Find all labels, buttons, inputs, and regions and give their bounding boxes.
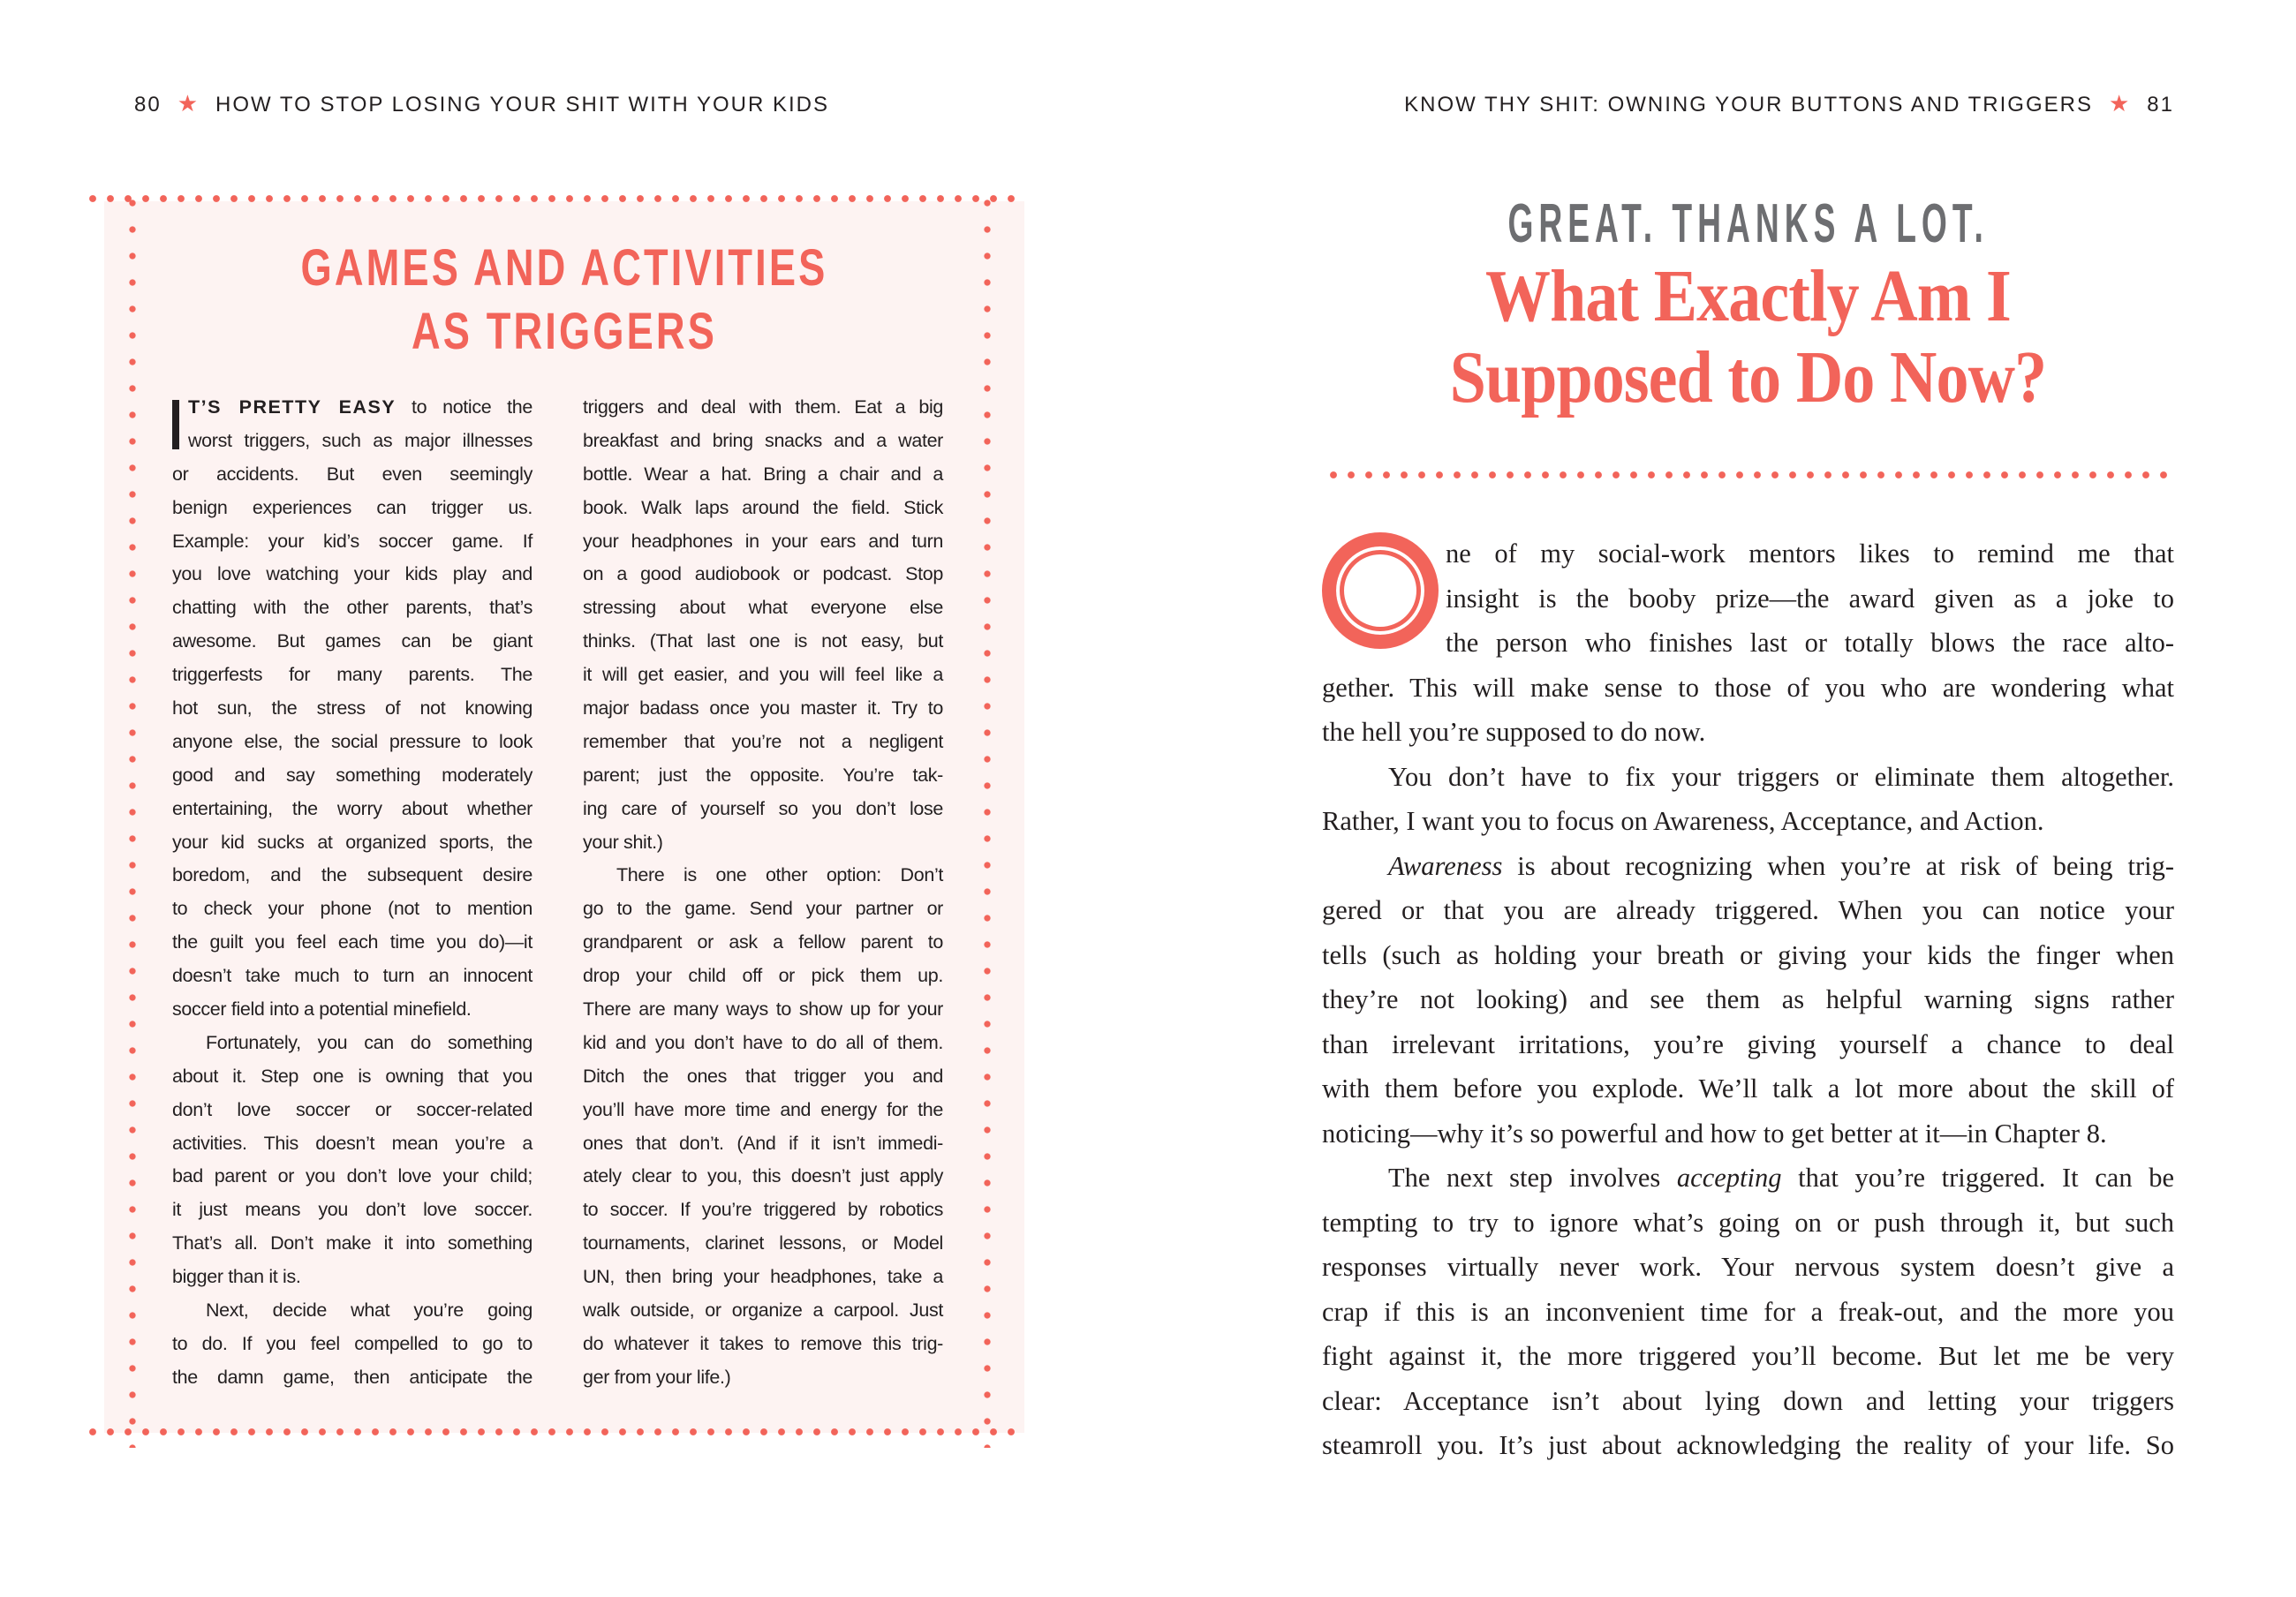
running-head-title-right: KNOW THY SHIT: OWNING YOUR BUTTONS AND TRIGGERS [1404,93,2093,117]
sidebar-title-line: AS TRIGGERS [411,303,718,360]
text-segment: steamroll you. It’s just about acknowledging the reality of your life. So [1322,1430,2174,1460]
text-segment: Rather, I want you to focus on Awareness, Acceptance, and Action. [1322,806,2044,836]
text-line [172,793,532,826]
text-segment: ing care of yourself so you don’t lose [583,797,943,819]
text-segment: doesn’t take much to turn an innocent [172,965,532,987]
text-line [172,1160,532,1194]
sidebar-column-1 [172,391,532,1395]
text-segment: to soccer. If you’re triggered by robotics [583,1199,943,1221]
text-segment: That’s all. Don’t make it into something [172,1232,532,1254]
text-line [172,1261,532,1294]
text-segment: worst triggers, such as major illnesses [188,429,532,451]
text-line [583,960,943,993]
text-segment: the damn game, then anticipate the [172,1366,532,1388]
text-line [583,525,943,559]
text-line [172,591,532,625]
text-segment: is about recognizing when you’re at risk of being trig- [1502,850,2174,881]
text-segment: tells (such as holding your breath or giving your kids the finger when [1322,939,2174,970]
text-segment: fight against it, the more triggered you’ll become. But let me be very [1322,1341,2174,1371]
text-segment: on a good audiobook or podcast. Stop [583,563,943,585]
text-line [583,993,943,1027]
body-text [1322,531,2174,1468]
text-line [172,759,532,793]
text-segment: it will get easier, and you will feel like a [583,664,943,686]
text-line [172,1127,532,1161]
sidebar-column-2 [583,391,943,1395]
text-line [172,1027,532,1060]
sidebar-title-line: GAMES AND ACTIVITIES [300,239,828,297]
text-segment: Next, decide what you’re going [206,1299,532,1322]
text-segment: than irrelevant irritations, you’re giving yourself a chance to deal [1322,1028,2174,1059]
text-segment: about it. Step one is owning that you [172,1065,532,1087]
text-line [1322,1334,2174,1379]
text-line [583,1194,943,1227]
text-segment: ately clear to you, this doesn’t just apply [583,1165,943,1187]
text-segment: major badass once you master it. Try to [583,697,943,719]
text-segment: chatting with the other parents, that’s [172,597,532,619]
text-line [583,558,943,591]
text-segment: tempting to try to ignore what’s going on or push through it, but such [1322,1207,2174,1238]
text-line [1322,710,2174,755]
text-line [1322,1201,2174,1246]
text-line [172,926,532,960]
text-line [583,859,943,893]
text-line [172,993,532,1027]
text-segment: parent; just the opposite. You’re tak- [583,764,943,786]
text-line [583,926,943,960]
running-head-right [1404,90,2174,117]
dotted-border-right [983,190,992,1448]
dotted-border-bottom [84,1428,1024,1436]
text-segment: the person who finishes last or totally blows the race alto- [1446,628,2174,658]
text-line [583,625,943,659]
text-segment: you’ll have more time and energy for the [583,1098,943,1120]
text-line [583,391,943,425]
text-segment: Ditch the ones that trigger you and [583,1065,943,1087]
text-segment: the guilt you feel each time you do)—it [172,931,532,953]
text-line [172,1060,532,1094]
text-segment: ones that don’t. (And if it isn’t immedi- [583,1132,943,1154]
star-icon: ★ [2108,90,2132,117]
chapter-kicker [1322,192,2174,255]
text-segment: to notice the [412,396,532,418]
dotted-divider [1325,471,2168,479]
text-line [1322,977,2174,1022]
text-segment: activities. This doesn’t mean you’re a [172,1132,532,1154]
text-line [1322,1156,2174,1201]
text-line [172,826,532,860]
running-head-left [134,90,829,117]
text-line [583,659,943,692]
text-line [1322,1379,2174,1424]
text-segment: clear: Acceptance isn’t about lying down and letting your triggers [1322,1385,2174,1416]
text-segment: your kid sucks at organized sports, the [172,831,532,853]
text-line [172,525,532,559]
dotted-border-top [84,194,1020,203]
text-segment: insight is the booby prize—the award given as a joke to [1446,583,2174,614]
text-line [1322,1423,2174,1468]
text-line [1322,666,2174,711]
text-segment: hot sun, the stress of not knowing [172,697,532,719]
text-segment: anyone else, the social pressure to look [172,730,532,752]
text-segment: There are many ways to show up for your [583,998,943,1021]
text-line [172,893,532,926]
text-line [583,1261,943,1294]
text-line [583,759,943,793]
text-line [1322,1111,2174,1156]
kicker-text: GREAT. THANKS A LOT. [1507,193,1989,254]
text-segment: awesome. But games can be giant [172,630,532,652]
text-line [172,558,532,591]
dotted-border-left [128,190,137,1448]
text-line [1322,888,2174,933]
text-segment: stressing about what everyone else [583,597,943,619]
text-line [583,692,943,726]
text-segment: do whatever it takes to remove this trig- [583,1332,943,1354]
text-line [172,458,532,492]
text-line [583,1361,943,1395]
text-segment: ne of my social-work mentors likes to remind me that [1446,539,2174,569]
text-line [172,726,532,759]
text-segment: tournaments, clarinet lessons, or Model [583,1232,943,1254]
text-line [583,1127,943,1161]
text-line [1322,1022,2174,1067]
sidebar-title [104,237,1024,364]
text-segment: The next step involves [1388,1163,1677,1193]
text-segment: your shit.) [583,831,663,853]
text-line [583,458,943,492]
section-title [1322,256,2174,418]
text-segment: gered or that you are already triggered. When you can notice your [1322,895,2174,925]
text-segment: soccer field into a potential minefield. [172,998,472,1021]
star-icon: ★ [177,90,200,117]
text-line [583,425,943,458]
text-segment: with them before you explode. We’ll talk a lot more about the skill of [1322,1073,2174,1104]
text-line [583,591,943,625]
text-line [583,826,943,860]
text-line [1322,799,2174,844]
text-line [1322,621,2174,666]
text-line [583,1160,943,1194]
text-segment: you love watching your kids play and [172,563,532,585]
text-line [172,960,532,993]
running-head-title-left: HOW TO STOP LOSING YOUR SHIT WITH YOUR KIDS [215,93,830,117]
text-line [1322,933,2174,978]
text-line [583,1094,943,1127]
text-segment: remember that you’re not a negligent [583,730,943,752]
text-segment: the hell you’re supposed to do now. [1322,717,1706,747]
text-line [172,1227,532,1261]
text-segment: boredom, and the subsequent desire [172,864,532,886]
text-line [1322,531,2174,576]
text-segment: good and say something moderately [172,764,532,786]
text-line [172,692,532,726]
text-line [583,1227,943,1261]
text-line [1322,1290,2174,1335]
text-segment: Example: your kid’s soccer game. If [172,530,532,552]
text-segment: kid and you don’t have to do all of them. [583,1031,943,1053]
emphasis: accepting [1676,1163,1782,1193]
text-line [583,726,943,759]
text-segment: it just means you don’t love soccer. [172,1199,532,1221]
lead-in: T’S PRETTY EASY [188,396,397,418]
text-segment: ger from your life.) [583,1366,731,1388]
text-line [172,1361,532,1395]
page-number-left: 80 [134,93,162,117]
text-segment: book. Walk laps around the field. Stick [583,496,943,518]
text-segment: they’re not looking) and see them as helpful warning signs rather [1322,984,2174,1014]
text-segment: You don’t have to fix your triggers or eliminate them altogether. [1388,761,2174,792]
text-segment: entertaining, the worry about whether [172,797,532,819]
text-segment: crap if this is an inconvenient time for a freak-out, and the more you [1322,1296,2174,1327]
text-segment: that you’re triggered. It can be [1781,1163,2174,1193]
text-segment: or accidents. But even seemingly [172,463,532,485]
text-line [172,1294,532,1328]
text-segment: noticing—why it’s so powerful and how to get better at it—in Chapter 8. [1322,1118,2107,1149]
text-line [583,1294,943,1328]
text-line [172,1094,532,1127]
text-segment: bigger than it is. [172,1266,301,1288]
text-line [583,1027,943,1060]
text-segment: to do. If you feel compelled to go to [172,1332,532,1354]
text-segment: triggerfests for many parents. The [172,664,532,686]
text-line [583,793,943,826]
text-line [583,492,943,525]
section-title-line: What Exactly Am I [1485,255,2011,337]
text-segment: thinks. (That last one is not easy, but [583,630,943,652]
text-line [172,1194,532,1227]
section-title-line: Supposed to Do Now? [1449,336,2047,418]
text-segment: bottle. Wear a hat. Bring a chair and a [583,463,943,485]
emphasis: Awareness [1388,850,1503,881]
text-line [583,1060,943,1094]
text-segment: Fortunately, you can do something [206,1031,532,1053]
text-segment: triggers and deal with them. Eat a big [583,396,943,418]
text-segment: walk outside, or organize a carpool. Just [583,1299,943,1322]
text-line [172,659,532,692]
text-segment: don’t love soccer or soccer-related [172,1098,532,1120]
text-segment: responses virtually never work. Your nervous system doesn’t give a [1322,1252,2174,1282]
text-segment: your headphones in your ears and turn [583,530,943,552]
text-segment: go to the game. Send your partner or [583,898,943,920]
text-segment: grandparent or ask a fellow parent to [583,931,943,953]
text-line [172,625,532,659]
text-segment: drop your child off or pick them up. [583,965,943,987]
text-line [1322,576,2174,621]
text-segment: gether. This will make sense to those of you who are wondering what [1322,672,2174,703]
text-line [172,425,532,458]
text-line [172,391,532,425]
text-line [172,859,532,893]
text-segment: There is one other option: Don’t [616,864,943,886]
text-segment: breakfast and bring snacks and a water [583,429,943,451]
text-line [583,893,943,926]
text-segment: bad parent or you don’t love your child; [172,1165,532,1187]
text-line [1322,1245,2174,1290]
page-number-right: 81 [2147,93,2174,117]
text-line [172,1328,532,1361]
text-line [583,1328,943,1361]
text-segment: UN, then bring your headphones, take a [583,1266,943,1288]
text-segment: benign experiences can trigger us. [172,496,532,518]
text-segment: to check your phone (not to mention [172,898,532,920]
text-line [1322,755,2174,800]
text-line [1322,844,2174,889]
text-line [172,492,532,525]
text-line [1322,1066,2174,1111]
